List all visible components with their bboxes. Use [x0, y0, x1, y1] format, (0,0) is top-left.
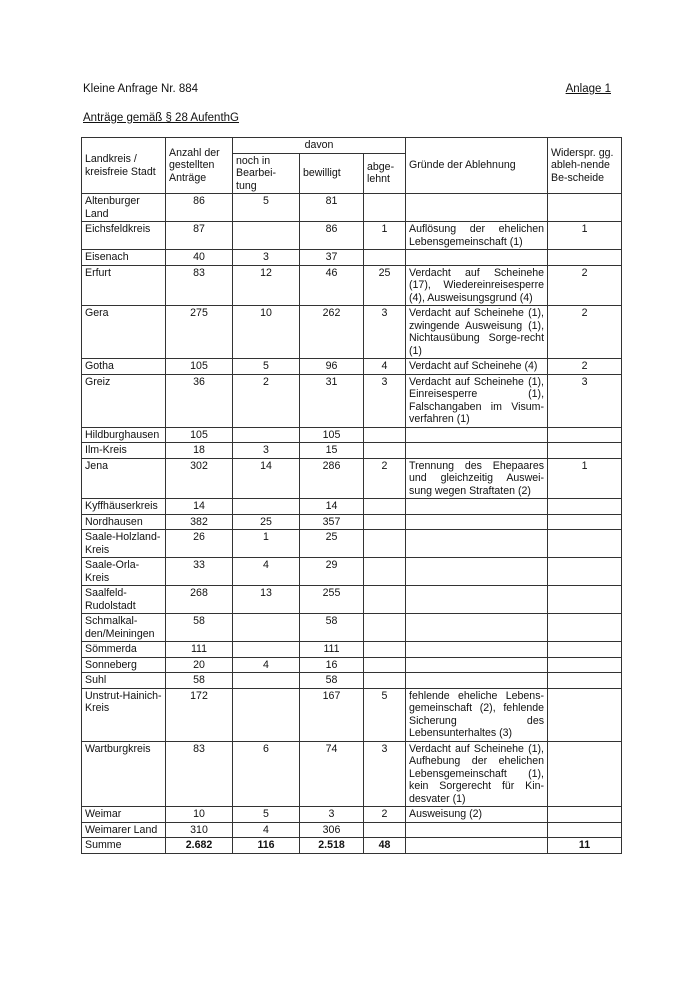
total-count: 2.682 — [166, 838, 233, 854]
header-reasons: Gründe der Ablehnung — [406, 138, 548, 194]
cell-count: 302 — [166, 458, 233, 499]
cell-pending: 4 — [233, 558, 300, 586]
cell-objections — [548, 688, 622, 741]
cell-pending — [233, 614, 300, 642]
cell-objections — [548, 807, 622, 823]
cell-district: Hildburghausen — [82, 427, 166, 443]
header-district: Landkreis / kreisfreie Stadt — [82, 138, 166, 194]
cell-rejected — [364, 642, 406, 658]
cell-reasons: Auflösung der ehelichen Lebensgemeinschaft (1) — [406, 222, 548, 250]
total-approved: 2.518 — [300, 838, 364, 854]
total-rejected: 48 — [364, 838, 406, 854]
cell-count: 268 — [166, 586, 233, 614]
cell-approved: 105 — [300, 427, 364, 443]
cell-reasons: Ausweisung (2) — [406, 807, 548, 823]
cell-approved: 3 — [300, 807, 364, 823]
cell-objections — [548, 673, 622, 689]
table-row — [82, 222, 622, 250]
cell-approved: 86 — [300, 222, 364, 250]
header-davon: davon — [233, 138, 406, 154]
cell-rejected — [364, 586, 406, 614]
cell-objections — [548, 530, 622, 558]
table-row — [82, 443, 622, 459]
cell-district: Wartburgkreis — [82, 741, 166, 807]
cell-objections: 1 — [548, 222, 622, 250]
cell-rejected — [364, 499, 406, 515]
cell-district: Suhl — [82, 673, 166, 689]
applications-table — [81, 137, 622, 854]
table-row — [82, 741, 622, 807]
cell-reasons — [406, 499, 548, 515]
total-pending: 116 — [233, 838, 300, 854]
table-row — [82, 807, 622, 823]
cell-reasons: Verdacht auf Scheinehe (1), Einreisesperre (1), Falschangaben im Visum-verfahren (1) — [406, 374, 548, 427]
cell-pending: 5 — [233, 807, 300, 823]
cell-reasons: fehlende eheliche Lebens-gemeinschaft (2), fehlende Sicherung des Lebensunterhaltes (3) — [406, 688, 548, 741]
cell-count: 83 — [166, 741, 233, 807]
cell-count: 26 — [166, 530, 233, 558]
cell-objections — [548, 499, 622, 515]
table-row — [82, 427, 622, 443]
cell-count: 111 — [166, 642, 233, 658]
cell-rejected: 2 — [364, 458, 406, 499]
cell-reasons — [406, 558, 548, 586]
cell-district: Gotha — [82, 359, 166, 375]
table-row — [82, 514, 622, 530]
cell-pending: 6 — [233, 741, 300, 807]
cell-objections — [548, 822, 622, 838]
header-rejected: abge-lehnt — [364, 153, 406, 194]
cell-pending: 5 — [233, 194, 300, 222]
header-pending: noch in Bearbei-tung — [233, 153, 300, 194]
table-row — [82, 642, 622, 658]
cell-approved: 111 — [300, 642, 364, 658]
cell-pending: 4 — [233, 657, 300, 673]
cell-district: Eisenach — [82, 250, 166, 266]
cell-district: Weimar — [82, 807, 166, 823]
cell-count: 36 — [166, 374, 233, 427]
cell-count: 83 — [166, 265, 233, 306]
total-objections: 11 — [548, 838, 622, 854]
cell-reasons: Verdacht auf Scheinehe (4) — [406, 359, 548, 375]
cell-count: 275 — [166, 306, 233, 359]
cell-count: 310 — [166, 822, 233, 838]
cell-pending: 5 — [233, 359, 300, 375]
table-row — [82, 250, 622, 266]
cell-rejected — [364, 558, 406, 586]
cell-district: Altenburger Land — [82, 194, 166, 222]
table-row — [82, 688, 622, 741]
cell-district: Sonneberg — [82, 657, 166, 673]
cell-rejected — [364, 657, 406, 673]
total-label: Summe — [82, 838, 166, 854]
cell-district: Saale-Holzland-Kreis — [82, 530, 166, 558]
cell-approved: 29 — [300, 558, 364, 586]
table-row — [82, 657, 622, 673]
cell-count: 382 — [166, 514, 233, 530]
cell-reasons — [406, 194, 548, 222]
cell-rejected — [364, 614, 406, 642]
cell-count: 18 — [166, 443, 233, 459]
cell-pending: 25 — [233, 514, 300, 530]
cell-rejected — [364, 250, 406, 266]
cell-count: 33 — [166, 558, 233, 586]
cell-pending — [233, 222, 300, 250]
cell-approved: 58 — [300, 614, 364, 642]
total-row — [82, 838, 622, 854]
cell-objections — [548, 642, 622, 658]
cell-approved: 46 — [300, 265, 364, 306]
header-approved: bewilligt — [300, 153, 364, 194]
cell-objections: 3 — [548, 374, 622, 427]
cell-objections — [548, 558, 622, 586]
table-row — [82, 822, 622, 838]
cell-objections — [548, 194, 622, 222]
cell-reasons: Trennung des Ehepaares und gleichzeitig Auswei-sung wegen Straftaten (2) — [406, 458, 548, 499]
table-row — [82, 614, 622, 642]
cell-district: Erfurt — [82, 265, 166, 306]
cell-approved: 262 — [300, 306, 364, 359]
cell-district: Greiz — [82, 374, 166, 427]
cell-objections — [548, 250, 622, 266]
cell-objections — [548, 427, 622, 443]
cell-objections: 2 — [548, 306, 622, 359]
cell-rejected: 5 — [364, 688, 406, 741]
cell-district: Eichsfeldkreis — [82, 222, 166, 250]
cell-rejected: 25 — [364, 265, 406, 306]
cell-count: 172 — [166, 688, 233, 741]
cell-approved: 357 — [300, 514, 364, 530]
cell-count: 14 — [166, 499, 233, 515]
cell-reasons — [406, 642, 548, 658]
cell-reasons: Verdacht auf Scheinehe (1), Aufhebung der ehelichen Lebensgemeinschaft (1), kein Sorgerecht für Kin-desvater (1) — [406, 741, 548, 807]
cell-rejected: 4 — [364, 359, 406, 375]
document-reference: Kleine Anfrage Nr. 884 — [83, 83, 199, 95]
table-row — [82, 558, 622, 586]
cell-objections — [548, 741, 622, 807]
cell-rejected: 3 — [364, 741, 406, 807]
cell-pending — [233, 688, 300, 741]
cell-pending: 12 — [233, 265, 300, 306]
cell-reasons — [406, 586, 548, 614]
cell-district: Jena — [82, 458, 166, 499]
cell-pending: 1 — [233, 530, 300, 558]
cell-approved: 37 — [300, 250, 364, 266]
cell-reasons — [406, 443, 548, 459]
cell-count: 40 — [166, 250, 233, 266]
cell-reasons — [406, 657, 548, 673]
cell-pending: 3 — [233, 443, 300, 459]
cell-approved: 74 — [300, 741, 364, 807]
cell-pending — [233, 427, 300, 443]
table-row — [82, 673, 622, 689]
cell-rejected: 1 — [364, 222, 406, 250]
cell-pending: 13 — [233, 586, 300, 614]
cell-approved: 81 — [300, 194, 364, 222]
cell-objections — [548, 443, 622, 459]
cell-reasons: Verdacht auf Scheinehe (1), zwingende Ausweisung (1), Nichtausübung Sorge-recht (1) — [406, 306, 548, 359]
cell-approved: 167 — [300, 688, 364, 741]
cell-rejected — [364, 194, 406, 222]
cell-approved: 15 — [300, 443, 364, 459]
header-count: Anzahl der gestellten Anträge — [166, 138, 233, 194]
cell-reasons — [406, 673, 548, 689]
cell-approved: 14 — [300, 499, 364, 515]
total-reasons — [406, 838, 548, 854]
cell-pending: 4 — [233, 822, 300, 838]
cell-reasons — [406, 250, 548, 266]
table-row — [82, 586, 622, 614]
cell-count: 10 — [166, 807, 233, 823]
attachment-label: Anlage 1 — [565, 83, 611, 95]
cell-district: Weimarer Land — [82, 822, 166, 838]
cell-count: 20 — [166, 657, 233, 673]
cell-approved: 31 — [300, 374, 364, 427]
table-row — [82, 359, 622, 375]
cell-approved: 286 — [300, 458, 364, 499]
cell-district: Saalfeld-Rudolstadt — [82, 586, 166, 614]
cell-count: 86 — [166, 194, 233, 222]
cell-pending — [233, 499, 300, 515]
cell-count: 105 — [166, 359, 233, 375]
cell-objections: 1 — [548, 458, 622, 499]
cell-pending: 14 — [233, 458, 300, 499]
cell-objections — [548, 514, 622, 530]
cell-approved: 25 — [300, 530, 364, 558]
cell-objections: 2 — [548, 359, 622, 375]
cell-objections: 2 — [548, 265, 622, 306]
cell-approved: 255 — [300, 586, 364, 614]
cell-rejected: 3 — [364, 374, 406, 427]
cell-pending — [233, 673, 300, 689]
cell-rejected: 2 — [364, 807, 406, 823]
cell-objections — [548, 657, 622, 673]
cell-rejected — [364, 427, 406, 443]
cell-objections — [548, 614, 622, 642]
cell-rejected — [364, 514, 406, 530]
cell-rejected: 3 — [364, 306, 406, 359]
cell-district: Ilm-Kreis — [82, 443, 166, 459]
cell-district: Schmalkal-den/Meiningen — [82, 614, 166, 642]
table-row — [82, 499, 622, 515]
cell-district: Gera — [82, 306, 166, 359]
cell-pending — [233, 642, 300, 658]
cell-reasons: Verdacht auf Scheinehe (17), Wiedereinreisesperre (4), Ausweisungsgrund (4) — [406, 265, 548, 306]
table-row — [82, 458, 622, 499]
cell-reasons — [406, 822, 548, 838]
table-row — [82, 194, 622, 222]
table-row — [82, 265, 622, 306]
cell-district: Nordhausen — [82, 514, 166, 530]
cell-reasons — [406, 514, 548, 530]
cell-rejected — [364, 673, 406, 689]
cell-approved: 306 — [300, 822, 364, 838]
cell-count: 87 — [166, 222, 233, 250]
document-subtitle: Anträge gemäß § 28 AufenthG — [83, 112, 239, 124]
cell-district: Unstrut-Hainich-Kreis — [82, 688, 166, 741]
cell-approved: 96 — [300, 359, 364, 375]
cell-district: Kyffhäuserkreis — [82, 499, 166, 515]
table-row — [82, 374, 622, 427]
cell-rejected — [364, 443, 406, 459]
cell-reasons — [406, 614, 548, 642]
cell-count: 105 — [166, 427, 233, 443]
cell-approved: 16 — [300, 657, 364, 673]
cell-approved: 58 — [300, 673, 364, 689]
cell-pending: 2 — [233, 374, 300, 427]
table-row — [82, 306, 622, 359]
table-row — [82, 530, 622, 558]
cell-pending: 3 — [233, 250, 300, 266]
cell-objections — [548, 586, 622, 614]
cell-district: Sömmerda — [82, 642, 166, 658]
cell-district: Saale-Orla-Kreis — [82, 558, 166, 586]
cell-rejected — [364, 822, 406, 838]
cell-count: 58 — [166, 673, 233, 689]
cell-count: 58 — [166, 614, 233, 642]
cell-rejected — [364, 530, 406, 558]
cell-reasons — [406, 427, 548, 443]
cell-pending: 10 — [233, 306, 300, 359]
cell-reasons — [406, 530, 548, 558]
header-objections: Widerspr. gg. ableh-nende Be-scheide — [548, 138, 622, 194]
